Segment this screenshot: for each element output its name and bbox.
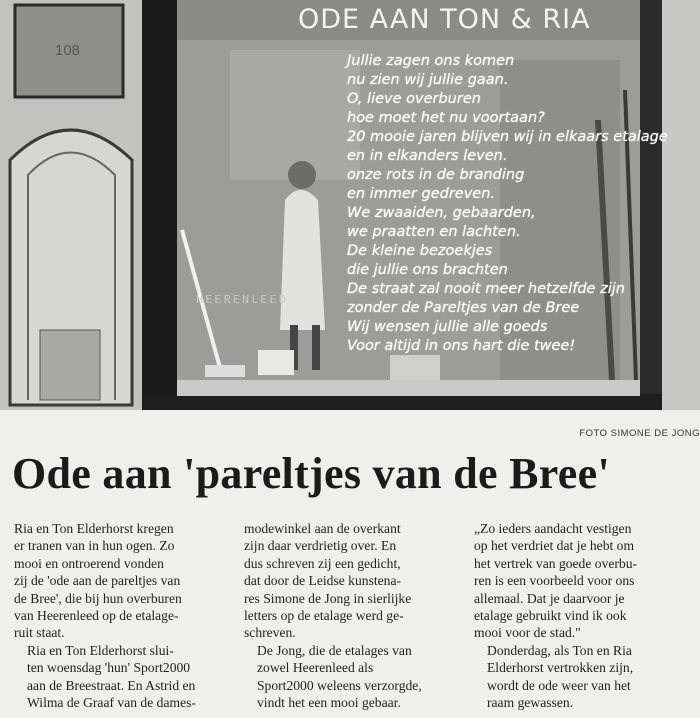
poem-line: die jullie ons brachten — [347, 262, 508, 278]
poem-line: O, lieve overburen — [347, 91, 481, 107]
article-paragraph — [244, 520, 456, 642]
poem-line: we praatten en lachten. — [347, 224, 521, 240]
text-line: mooi voor de stad." — [474, 625, 581, 641]
svg-text:108: 108 — [55, 42, 81, 59]
watermark-text: HEERENLEED — [196, 293, 289, 307]
text-line: aan de Breestraat. En Astrid en — [27, 677, 196, 693]
text-line: het vertrek van goede overbu- — [474, 555, 638, 571]
text-line: ruit staat. — [14, 625, 65, 641]
article-body — [14, 520, 690, 718]
text-line: modewinkel aan de overkant — [244, 521, 401, 536]
text-line: er tranen van in hun ogen. Zo — [14, 538, 175, 554]
poem-line: en immer gedreven. — [347, 186, 496, 202]
text-line: Donderdag, als Ton en Ria — [487, 642, 632, 658]
text-line: De Jong, die de etalages van — [257, 642, 412, 658]
article-paragraph — [474, 520, 686, 642]
text-line: Ria en Ton Elderhorst slui- — [27, 642, 174, 658]
text-line: Wilma de Graaf van de dames- — [27, 695, 196, 711]
article-column-2 — [244, 520, 456, 711]
window-poem — [347, 52, 667, 356]
text-line: dus schreven zij een gedicht, — [244, 555, 401, 571]
article-paragraph — [14, 520, 226, 642]
poem-line: Wij wensen jullie alle goeds — [347, 319, 548, 335]
article-paragraph — [14, 642, 226, 712]
text-line: res Simone de Jong in sierlijke — [244, 590, 412, 606]
text-line: schreven. — [244, 625, 296, 641]
text-line: „Zo ieders aandacht vestigen — [474, 521, 632, 536]
text-line: zowel Heerenleed als — [257, 660, 374, 676]
text-line: dat door de Leidse kunstena- — [244, 573, 402, 589]
poem-line: De straat zal nooit meer hetzelfde zijn — [347, 281, 625, 297]
text-line: letters op de etalage werd ge- — [244, 608, 404, 624]
text-line: Ria en Ton Elderhorst kregen — [14, 521, 174, 536]
article-paragraph — [244, 642, 456, 712]
text-line: op het verdriet dat je hebt om — [474, 538, 635, 554]
poem-line: onze rots in de branding — [347, 167, 525, 183]
text-line: ren is een voorbeeld voor ons — [474, 573, 635, 589]
poem-line: We zwaaiden, gebaarden, — [347, 205, 536, 221]
text-line: van Heerenleed op de etalage- — [14, 608, 179, 624]
text-line: vindt het een mooi gebaar. — [257, 695, 401, 711]
text-line: zij de 'ode aan de pareltjes van — [14, 573, 181, 589]
poem-line: nu zien wij jullie gaan. — [347, 72, 509, 88]
text-line: zijn daar verdrietig over. En — [244, 538, 397, 554]
mannequin — [280, 190, 325, 330]
photo-credit: FOTO SIMONE DE JONG — [579, 428, 700, 439]
poem-line: Jullie zagen ons komen — [347, 53, 515, 69]
article-headline: Ode aan 'pareltjes van de Bree' — [12, 449, 610, 498]
poem-line: De kleine bezoekjes — [347, 243, 493, 259]
poem-line: en in elkanders leven. — [347, 148, 508, 164]
text-line: mooi en ontroerend vonden — [14, 555, 164, 571]
text-line: wordt de ode weer van het — [487, 677, 631, 693]
article-paragraph — [474, 642, 686, 712]
text-line: allemaal. Dat je daarvoor je — [474, 590, 625, 606]
text-line: Sport2000 weleens verzorgde, — [257, 677, 422, 693]
text-line: ten woensdag 'hun' Sport2000 — [27, 660, 191, 676]
window-title: ODE AAN TON & RIA — [298, 4, 591, 35]
poem-line: zonder de Pareltjes van de Bree — [347, 300, 580, 316]
article-column-3 — [474, 520, 686, 711]
poem-line: Voor altijd in ons hart die twee! — [347, 338, 576, 354]
text-line: etalage gebruikt vind ik ook — [474, 608, 627, 624]
text-line: raam gewassen. — [487, 695, 574, 711]
text-line: de Bree', die bij hun overburen — [14, 590, 182, 606]
poem-line: 20 mooie jaren blijven wij in elkaars etalage — [347, 129, 668, 145]
poem-line: hoe moet het nu voortaan? — [347, 110, 545, 126]
window-frame-left — [142, 0, 177, 410]
article-column-1 — [14, 520, 226, 711]
text-line: Elderhorst vertrokken zijn, — [487, 660, 634, 676]
